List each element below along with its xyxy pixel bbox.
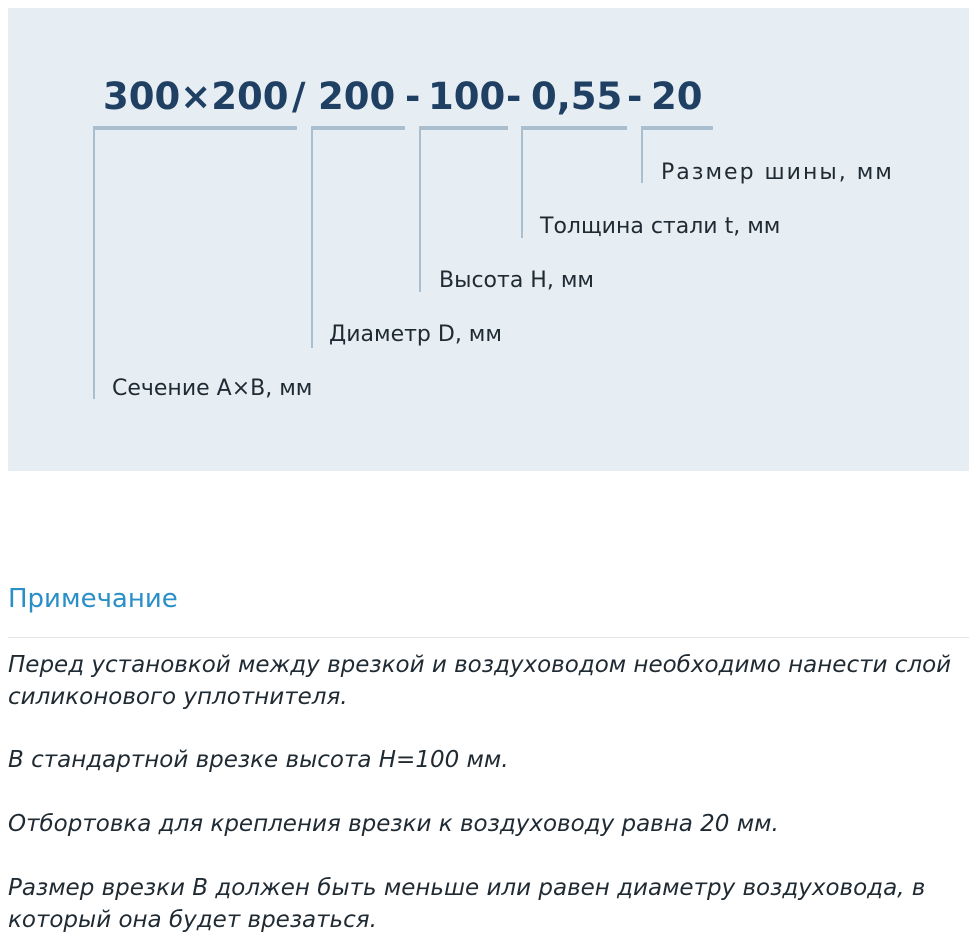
underline-diameter	[311, 126, 405, 130]
code-dash-1: -	[405, 75, 421, 118]
code-dash-3: -	[627, 75, 643, 118]
code-diameter: 200	[318, 75, 396, 118]
leader-diameter	[311, 126, 313, 348]
code-height: 100	[428, 75, 506, 118]
code-dash-2: -	[506, 75, 522, 118]
underline-tire	[641, 126, 713, 130]
underline-section	[93, 126, 297, 130]
leader-height	[419, 126, 421, 292]
leader-section	[93, 126, 95, 399]
label-tire-size: Размер шины, мм	[661, 160, 894, 185]
code-thickness: 0,55	[531, 75, 623, 118]
code-tire: 20	[651, 75, 703, 118]
label-height: Высота H, мм	[439, 268, 595, 293]
underline-thickness	[521, 126, 627, 130]
label-section: Сечение A×B, мм	[112, 376, 313, 401]
note-paragraph: Отбортовка для крепления врезки к воздуховоду равна 20 мм.	[8, 811, 779, 837]
label-diameter: Диаметр D, мм	[329, 322, 502, 347]
label-steel-thickness: Толщина стали t, мм	[540, 214, 781, 239]
note-paragraph: В стандартной врезке высота H=100 мм.	[8, 747, 509, 773]
note-paragraph: Перед установкой между врезкой и воздуховодом необходимо нанести слой силиконового уплотнителя.	[8, 652, 952, 710]
leader-thickness	[521, 126, 523, 238]
underline-height	[419, 126, 508, 130]
note-title: Примечание	[8, 584, 178, 614]
note-paragraph: Размер врезки B должен быть меньше или равен диаметру воздуховода, в который она будет врезаться.	[8, 875, 926, 933]
leader-tire	[641, 126, 643, 183]
note-divider	[8, 637, 969, 638]
code-section: 300×200	[103, 75, 289, 118]
code-slash: /	[292, 75, 306, 118]
